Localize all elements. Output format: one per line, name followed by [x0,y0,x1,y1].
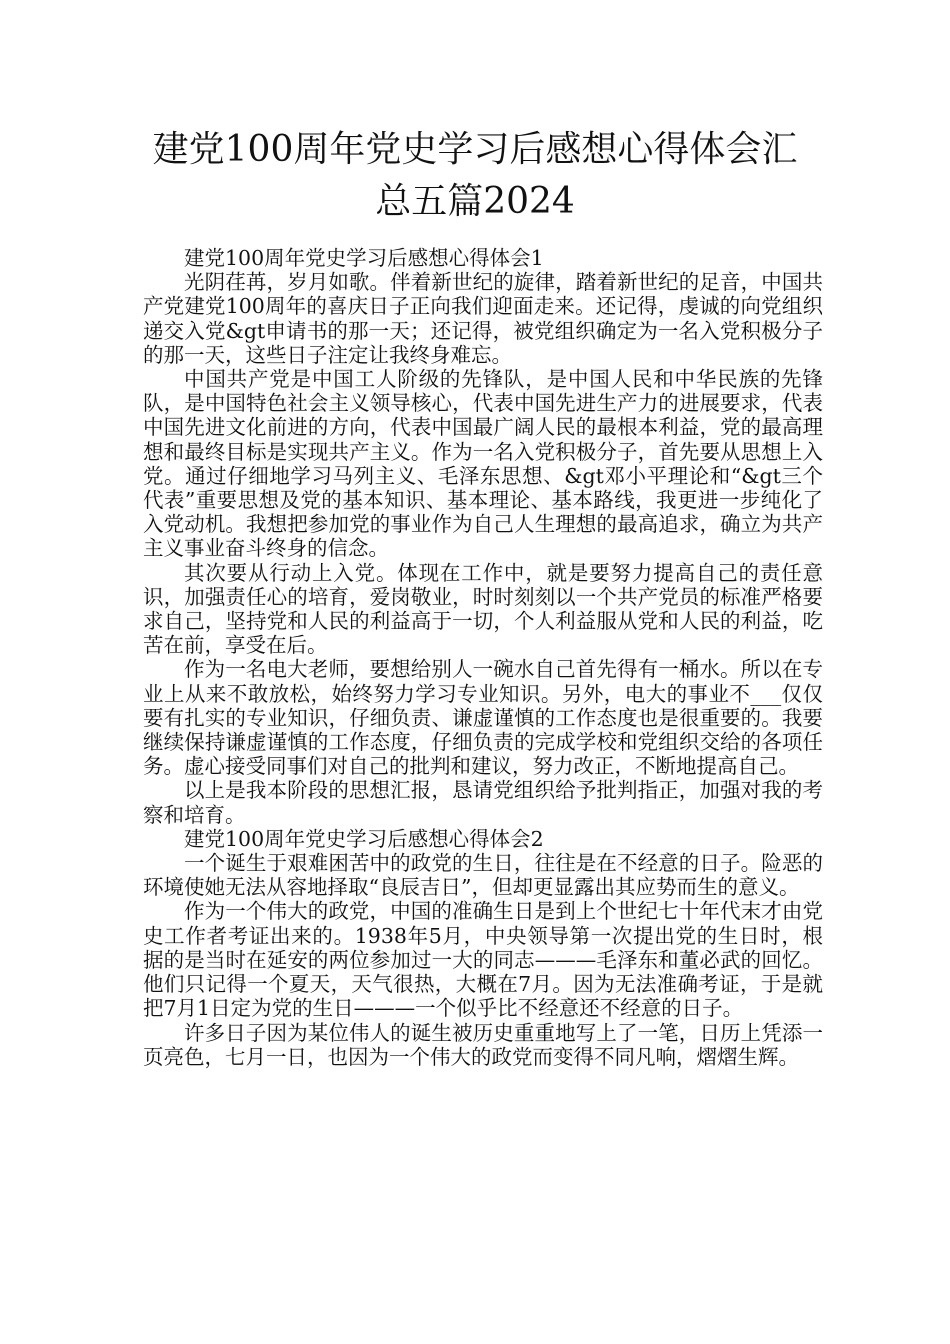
paragraph: 许多日子因为某位伟人的诞生被历史重重地写上了一笔，日历上凭添一页亮色，七月一日，也因为一个伟大的政党而变得不同凡响，熠熠生辉。 [143,1020,823,1069]
document-title [100,124,850,228]
paragraph: 其次要从行动上入党。体现在工作中，就是要努力提高自己的责任意识，加强责任心的培育，爱岗敬业，时时刻刻以一个共产党员的标准严格要求自己，坚持党和人民的利益高于一切，个人利益服从党和人民的利益，吃苦在前，享受在后。 [143,560,823,658]
title-line-2: 总五篇2024 [375,181,575,222]
paragraph: 作为一个伟大的政党，中国的准确生日是到上个世纪七十年代末才由党史工作者考证出来的。1938年5月，中央领导第一次提出党的生日时，根据的是当时在延安的两位参加过一大的同志———毛泽东和董必武的回忆。他们只记得一个夏天，天气很热，大概在7月。因为无法准确考证，于是就把7月1日定为党的生日———一个似乎比不经意还不经意的日子。 [143,899,823,1021]
paragraph: 中国共产党是中国工人阶级的先锋队，是中国人民和中华民族的先锋队，是中国特色社会主义领导核心，代表中国先进生产力的进展要求，代表中国先进文化前进的方向，代表中国最广阔人民的最根本利益，党的最高理想和最终目标是实现共产主义。作为一名入党积极分子，首先要从思想上入党。通过仔细地学习马列主义、毛泽东思想、&gt邓小平理论和“&gt三个代表”重要思想及党的基本知识、基本理论、基本路线，我更进一步纯化了入党动机。我想把参加党的事业作为自己人生理想的最高追求，确立为共产主义事业奋斗终身的信念。 [143,367,823,561]
document-body [143,246,823,1069]
title-line-1: 建党100周年党史学习后感想心得体会汇 [152,129,798,170]
paragraph: 以上是我本阶段的思想汇报，恳请党组织给予批判指正，加强对我的考察和培育。 [143,778,823,827]
section-heading-2: 建党100周年党史学习后感想心得体会2 [184,826,544,851]
section-heading-1: 建党100周年党史学习后感想心得体会1 [184,246,544,270]
paragraph: 光阴荏苒，岁月如歌。伴着新世纪的旋律，踏着新世纪的足音，中国共产党建党100周年的喜庆日子正向我们迎面走来。还记得，虔诚的向党组织递交入党&gt申请书的那一天；还记得，被党组织确定为一名入党积极分子的那一天，这些日子注定让我终身难忘。 [143,270,823,367]
paragraph: 一个诞生于艰难困苦中的政党的生日，往往是在不经意的日子。险恶的环境使她无法从容地择取“良辰吉日”，但却更显露出其应势而生的意义。 [143,851,823,900]
paragraph: 作为一名电大老师，要想给别人一碗水自己首先得有一桶水。所以在专业上从来不敢放松，始终努力学习专业知识。另外，电大的事业不___仅仅要有扎实的专业知识，仔细负责、谦虚谨慎的工作态度也是很重要的。我要继续保持谦虚谨慎的工作态度，仔细负责的完成学校和党组织交给的各项任务。虚心接受同事们对自己的批判和建议，努力改正，不断地提高自己。 [143,657,823,779]
